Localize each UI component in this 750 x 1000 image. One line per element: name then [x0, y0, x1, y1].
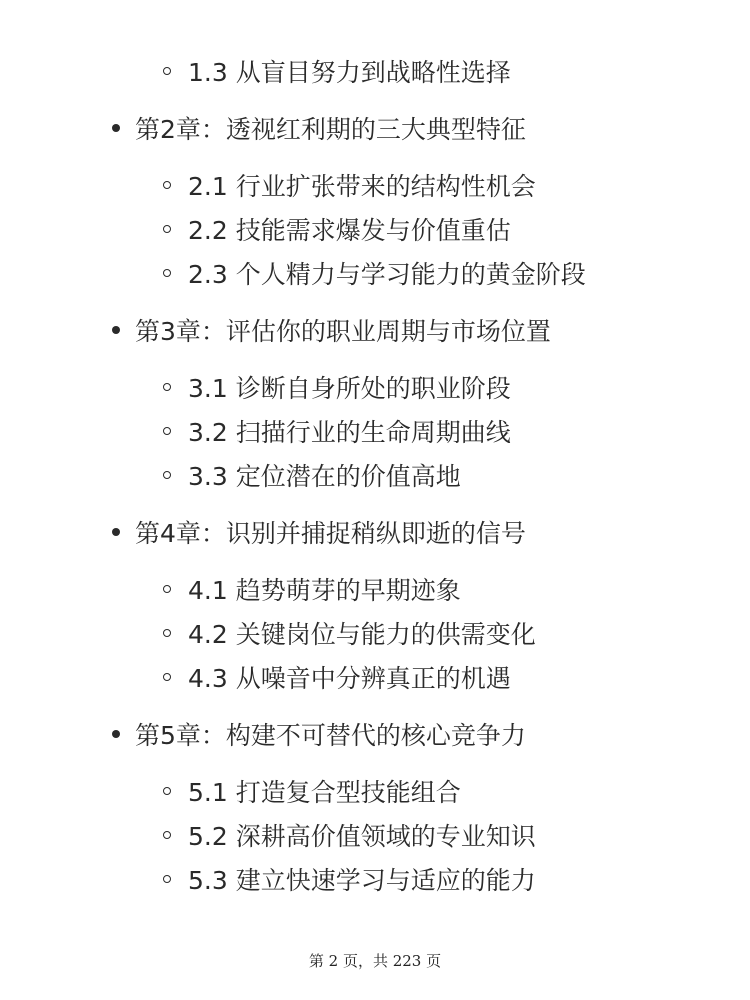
toc-section-label: 4.3 从噪音中分辨真正的机遇	[188, 664, 511, 693]
toc-section-label: 2.3 个人精力与学习能力的黄金阶段	[188, 260, 586, 289]
toc-section-3-3	[163, 455, 461, 495]
toc-section-2-2	[163, 209, 511, 249]
disc-bullet-icon	[112, 730, 120, 738]
toc-chapter-label: 第5章：构建不可替代的核心竞争力	[135, 721, 526, 750]
toc-chapter-4	[112, 512, 526, 552]
toc-section-label: 4.1 趋势萌芽的早期迹象	[188, 576, 461, 605]
toc-section-label: 3.3 定位潜在的价值高地	[188, 462, 461, 491]
circle-bullet-icon	[163, 787, 171, 795]
toc-section-5-1	[163, 771, 461, 811]
circle-bullet-icon	[163, 67, 171, 75]
circle-bullet-icon	[163, 383, 171, 391]
toc-section-2-3	[163, 253, 586, 293]
toc-section-label: 1.3 从盲目努力到战略性选择	[188, 58, 511, 87]
toc-chapter-2	[112, 108, 526, 148]
circle-bullet-icon	[163, 225, 171, 233]
toc-section-label: 2.2 技能需求爆发与价值重估	[188, 216, 511, 245]
toc-section-label: 5.3 建立快速学习与适应的能力	[188, 866, 536, 895]
disc-bullet-icon	[112, 528, 120, 536]
toc-section-4-1	[163, 569, 461, 609]
disc-bullet-icon	[112, 326, 120, 334]
toc-chapter-label: 第4章：识别并捕捉稍纵即逝的信号	[135, 519, 526, 548]
circle-bullet-icon	[163, 831, 171, 839]
toc-chapter-3	[112, 310, 551, 350]
page-number-footer: 第 2 页，共 223 页	[308, 952, 442, 970]
toc-section-4-2	[163, 613, 536, 653]
toc-chapter-label: 第2章：透视红利期的三大典型特征	[135, 115, 526, 144]
toc-section-3-2	[163, 411, 511, 451]
toc-section-3-1	[163, 367, 511, 407]
toc-section-label: 2.1 行业扩张带来的结构性机会	[188, 172, 536, 201]
toc-section-label: 5.2 深耕高价值领域的专业知识	[188, 822, 536, 851]
toc-section-label: 3.1 诊断自身所处的职业阶段	[188, 374, 511, 403]
toc-section-4-3	[163, 657, 511, 697]
toc-section-2-1	[163, 165, 536, 205]
circle-bullet-icon	[163, 471, 171, 479]
disc-bullet-icon	[112, 124, 120, 132]
circle-bullet-icon	[163, 629, 171, 637]
circle-bullet-icon	[163, 875, 171, 883]
toc-section-label: 3.2 扫描行业的生命周期曲线	[188, 418, 511, 447]
toc-section-5-3	[163, 859, 536, 899]
circle-bullet-icon	[163, 427, 171, 435]
toc-section-label: 4.2 关键岗位与能力的供需变化	[188, 620, 536, 649]
toc-chapter-label: 第3章：评估你的职业周期与市场位置	[135, 317, 551, 346]
toc-section-1-3	[163, 51, 511, 91]
circle-bullet-icon	[163, 181, 171, 189]
toc-section-5-2	[163, 815, 536, 855]
toc-chapter-5	[112, 714, 526, 754]
circle-bullet-icon	[163, 585, 171, 593]
toc-section-label: 5.1 打造复合型技能组合	[188, 778, 461, 807]
circle-bullet-icon	[163, 673, 171, 681]
circle-bullet-icon	[163, 269, 171, 277]
